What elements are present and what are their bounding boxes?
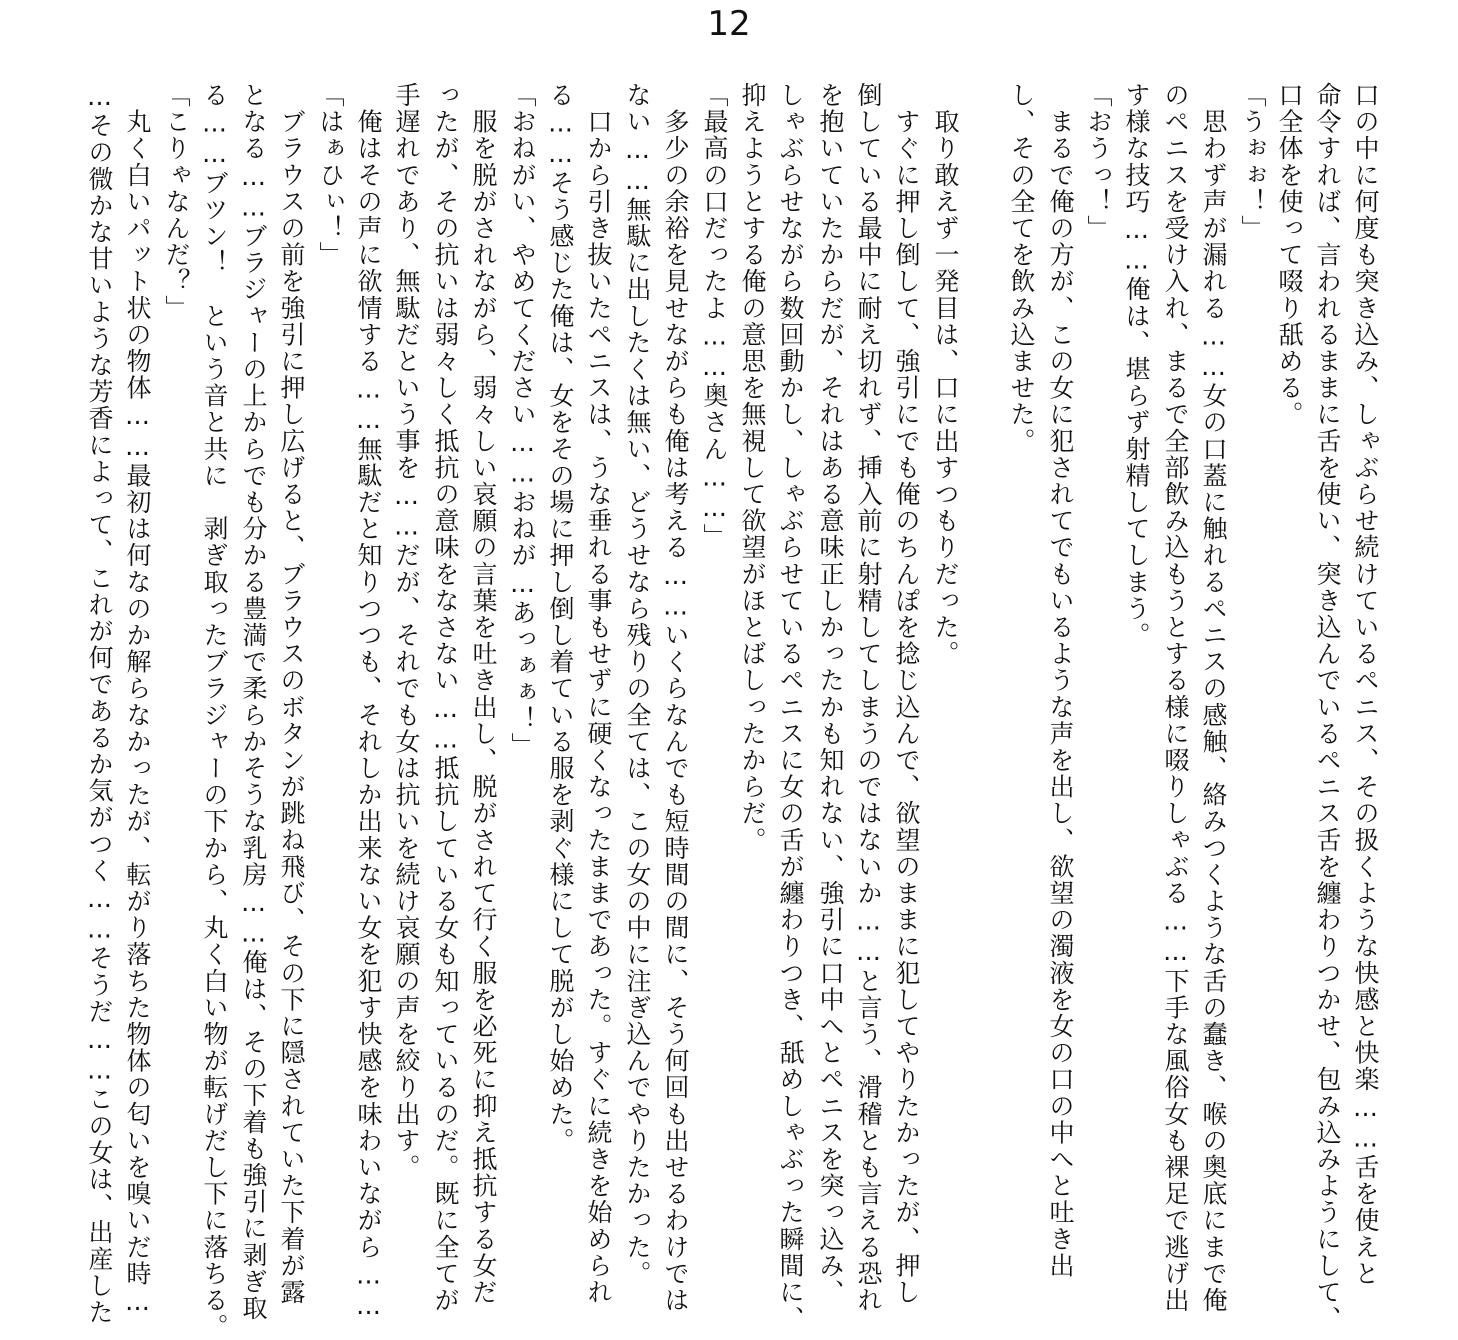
text-column: のペニスを受け入れ、まるで全部飲み込もうとする様に啜りしゃぶる……下手な風俗女も裸足で逃げ出: [1161, 82, 1190, 1314]
text-column: る……そう感じた俺は、女をその場に押し倒し着ている服を剥ぐ様にして脱がし始めた。: [546, 82, 575, 1154]
text-column: 「うぉぉ！」: [1238, 82, 1267, 242]
text-column: 服を脱がされながら、弱々しい哀願の言葉を吐き出し、脱がされて行く服を必死に抑え抵抗する女だ: [469, 82, 498, 1306]
text-column: 抑えようとする俺の意思を無視して欲望がほとばしったからだ。: [738, 82, 767, 854]
text-column: となる……ブラジャーの上からでも分かる豊満で柔らかそうな乳房……俺は、その下着も強引に剥ぎ取: [239, 82, 268, 1322]
text-column: ない……無駄に出したくは無い、どうせなら残りの全ては、この女の中に注ぎ込んでやりたかった。: [623, 82, 652, 1287]
text-column: ブラウスの前を強引に押し広げると、ブラウスのボタンが跳ね飛び、その下に隠されていた下着が露: [277, 82, 306, 1306]
text-column: 「最高の口だったよ……奥さん……」: [700, 82, 729, 551]
text-column: 口全体を使って啜り舐める。: [1275, 82, 1304, 428]
text-column: 「おうっ！」: [1084, 82, 1113, 242]
text-column: 手遅れであり、無駄だという事を……だが、それでも女は抗いを続け哀願の声を絞り出す。: [392, 82, 421, 1181]
text-column: 「こりゃなんだ？」: [162, 82, 191, 322]
text-column: ったが、その抗いは弱々しく抵抗の意味をなさない……抵抗している女も知っているのだ。既に全てが: [431, 82, 460, 1314]
text-column: すぐに押し倒して、強引にでも俺のちんぽを捻じ込んで、欲望のままに犯してやりたかったが、押し: [892, 82, 921, 1306]
text-column: を抱いていたからだが、それはある意味正しかったかも知れない、強引に口中へとペニスを突っ込み、: [816, 82, 845, 1306]
text-column: …その微かな甘いような芳香によって、これが何であるか気がつく……そうだ……この女は、出産した: [85, 82, 114, 1326]
text-column: 「はぁひぃ！」: [316, 82, 345, 269]
text-column: 倒している最中に耐え切れず、挿入前に射精してしまうのではないか……と言う、滑稽とも言える恐れ: [854, 82, 883, 1314]
text-column: 俺はその声に欲情する……無駄だと知りつつも、それしか出来ない女を犯す快感を味わいながら……: [354, 82, 383, 1322]
text-column: 多少の余裕を見せながらも俺は考える……いくらなんでも短時間の間に、そう何回も出せるわけでは: [661, 82, 690, 1314]
text-column: る……ブツン！ という音と共に 剥ぎ取ったブラジャーの下から、丸く白い物が転げだし下に落ちる。: [200, 82, 229, 1340]
text-column: 命令すれば、言われるままに舌を使い、突き込んでいるペニス舌を纏わりつかせ、包み込みようにして、: [1313, 82, 1342, 1333]
text-column: 取り敢えず一発目は、口に出すつもりだった。: [931, 82, 960, 668]
text-column: まるで俺の方が、この女に犯されてでもいるような声を出し、欲望の濁液を女の口の中へと吐き出: [1046, 82, 1075, 1279]
page-number: 12: [707, 4, 751, 44]
text-column: し、その全てを飲み込ませた。: [1007, 82, 1036, 455]
text-column: 口から引き抜いたペニスは、うな垂れる事もせずに硬くなったままであった。すぐに続きを始められ: [584, 82, 613, 1306]
text-column: 丸く白いパット状の物体……最初は何なのか解らなかったが、転がり落ちた物体の匂いを嗅いだ時…: [123, 82, 152, 1318]
text-column: しゃぶらせながら数回動かし、しゃぶらせているペニスに女の舌が纏わりつき、舐めしゃぶった瞬間に、: [776, 82, 805, 1333]
text-column: 思わず声が漏れる……女の口蓋に触れるペニスの感触、絡みつくような舌の蠢き、喉の奥底にまで俺: [1199, 82, 1228, 1314]
text-column: す様な技巧……俺は、堪らず射精してしまう。: [1122, 82, 1151, 649]
text-column: 口の中に何度も突き込み、しゃぶらせ続けているペニス、その扱くような快感と快楽……舌を使えと: [1351, 82, 1380, 1287]
text-column: 「おねがい、やめてください……おねが…あっぁぁ！」: [508, 82, 537, 759]
